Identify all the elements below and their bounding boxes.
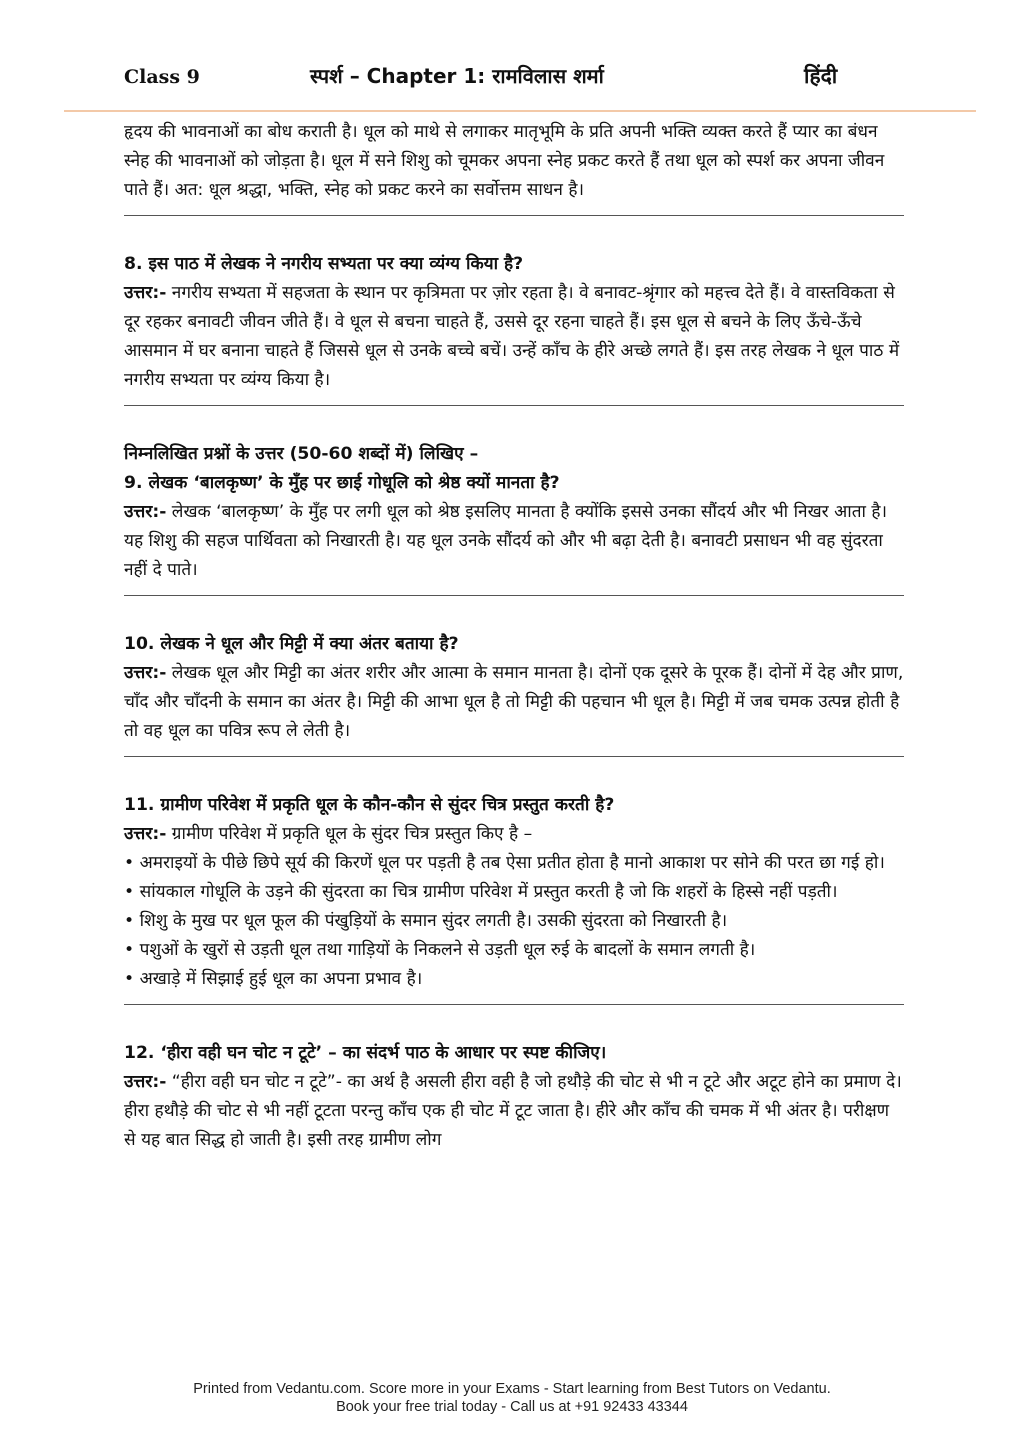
divider <box>124 215 904 216</box>
header-divider <box>64 110 976 112</box>
divider <box>124 756 904 757</box>
question-block-9 <box>124 440 904 585</box>
answer-label: उत्तर:- <box>124 502 167 522</box>
bullet-item: • पशुओं के खुरों से उड़ती धूल तथा गाड़ियों के निकलने से उड़ती धूल रुई के बादलों के समान लगती है। <box>124 940 756 960</box>
answer-12 <box>124 1068 904 1155</box>
question-9: 9. लेखक ‘बालकृष्ण’ के मुँह पर छाई गोधूलि को श्रेष्ठ क्यों मानता है? <box>124 473 560 493</box>
question-8: 8. इस पाठ में लेखक ने नगरीय सभ्यता पर क्या व्यंग्य किया है? <box>124 254 524 274</box>
chapter-title: स्पर्श – Chapter 1: रामविलास शर्मा <box>310 64 604 88</box>
class-label: Class 9 <box>124 66 200 88</box>
answer-label: उत्तर:- <box>124 824 167 844</box>
answer-8 <box>124 279 904 395</box>
answer-label: उत्तर:- <box>124 1072 167 1092</box>
answer-text: नगरीय सभ्यता में सहजता के स्थान पर कृत्रिमता पर ज़ोर रहता है। वे बनावट-श्रृंगार को महत्त्व देते हैं। वे वास्तविकता से दूर रहकर बनावटी जीवन जीते हैं। वे धूल से बचना चाहते हैं, उससे दूर रहना चाहते हैं। इस धूल से बचने के लिए ऊँचे-ऊँचे आसमान में घर बनाना चाहते हैं जिससे धूल से उनके बच्चे बचें। उन्हें काँच के हीरे अच्छे लगते हैं। इस तरह लेखक ने धूल पाठ में नगरीय सभ्यता पर व्यंग्य किया है। <box>124 283 900 390</box>
divider <box>124 595 904 596</box>
page-content <box>124 118 904 1155</box>
footer-line-2: Book your free trial today - Call us at +91 92433 43344 <box>336 1399 688 1415</box>
divider <box>124 405 904 406</box>
answer-text: लेखक ‘बालकृष्ण’ के मुँह पर लगी धूल को श्रेष्ठ इसलिए मानता है क्योंकि इससे उनका सौंदर्य और भी निखर आता है। यह शिशु की सहज पार्थिवता को निखारती है। यह धूल उनके सौंदर्य को और भी बढ़ा देती है। बनावटी प्रसाधन भी वह सुंदरता नहीं दे पाते। <box>124 502 888 580</box>
bullet-item: • शिशु के मुख पर धूल फूल की पंखुड़ियों के समान सुंदर लगती है। उसकी सुंदरता को निखारती है। <box>124 911 728 931</box>
question-block-10 <box>124 630 904 746</box>
divider <box>124 1004 904 1005</box>
answer-text: लेखक धूल और मिट्टी का अंतर शरीर और आत्मा के समान मानता है। दोनों एक दूसरे के पूरक हैं। दोनों में देह और प्राण, चाँद और चाँदनी के समान का अंतर है। मिट्टी की आभा धूल है तो मिट्टी की पहचान भी धूल है। मिट्टी में जब चमक उत्पन्न होती है तो वह धूल का पवित्र रूप ले लेती है। <box>124 663 904 741</box>
bullet-item: • अखाड़े में सिझाई हुई धूल का अपना प्रभाव है। <box>124 969 423 989</box>
question-block-11 <box>124 791 904 994</box>
answer-text: “हीरा वही घन चोट न टूटे”- का अर्थ है असली हीरा वही है जो हथौड़े की चोट से भी न टूटे और अटूट होने का प्रमाण दे। हीरा हथौड़े की चोट से भी नहीं टूटता परन्तु काँच एक ही चोट में टूट जाता है। हीरे और काँच की चमक में भी अंतर है। परीक्षण से यह बात सिद्ध हो जाती है। इसी तरह ग्रामीण लोग <box>124 1072 902 1150</box>
question-12: 12. ‘हीरा वही घन चोट न टूटे’ – का संदर्भ पाठ के आधार पर स्पष्ट कीजिए। <box>124 1043 607 1063</box>
bullet-item: • अमराइयों के पीछे छिपे सूर्य की किरणें धूल पर पड़ती है तब ऐसा प्रतीत होता है मानो आकाश पर सोने की परत छा गई हो। <box>124 853 885 873</box>
answer-10 <box>124 659 904 746</box>
section-heading: निम्नलिखित प्रश्नों के उत्तर (50-60 शब्दों में) लिखिए – <box>124 444 479 464</box>
question-block-8 <box>124 250 904 395</box>
question-10: 10. लेखक ने धूल और मिट्टी में क्या अंतर बताया है? <box>124 634 459 654</box>
answer-9 <box>124 498 904 585</box>
intro-paragraph: हृदय की भावनाओं का बोध कराती है। धूल को माथे से लगाकर मातृभूमि के प्रति अपनी भक्ति व्यक्त करते हैं प्यार का बंधन स्नेह की भावनाओं को जोड़ता है। धूल में सने शिशु को चूमकर अपना स्नेह प्रकट करते हैं तथा धूल को स्पर्श कर अपना जीवन पाते हैं। अत: धूल श्रद्धा, भक्ति, स्नेह को प्रकट करने का सर्वोत्तम साधन है। <box>124 122 885 200</box>
answer-11 <box>124 820 904 849</box>
question-11: 11. ग्रामीण परिवेश में प्रकृति धूल के कौन-कौन से सुंदर चित्र प्रस्तुत करती है? <box>124 795 615 815</box>
answer-text: ग्रामीण परिवेश में प्रकृति धूल के सुंदर चित्र प्रस्तुत किए है – <box>166 824 533 844</box>
answer-label: उत्तर:- <box>124 663 167 683</box>
answer-label: उत्तर:- <box>124 283 167 303</box>
footer-line-1: Printed from Vedantu.com. Score more in your Exams - Start learning from Best Tutors on Vedantu. <box>193 1381 831 1397</box>
page-header <box>124 62 904 98</box>
page-footer <box>0 1380 1024 1416</box>
bullet-item: • सांयकाल गोधूलि के उड़ने की सुंदरता का चित्र ग्रामीण परिवेश में प्रस्तुत करती है जो कि शहरों के हिस्से नहीं पड़ती। <box>124 882 838 902</box>
subject-label: हिंदी <box>804 64 838 88</box>
question-block-12 <box>124 1039 904 1155</box>
